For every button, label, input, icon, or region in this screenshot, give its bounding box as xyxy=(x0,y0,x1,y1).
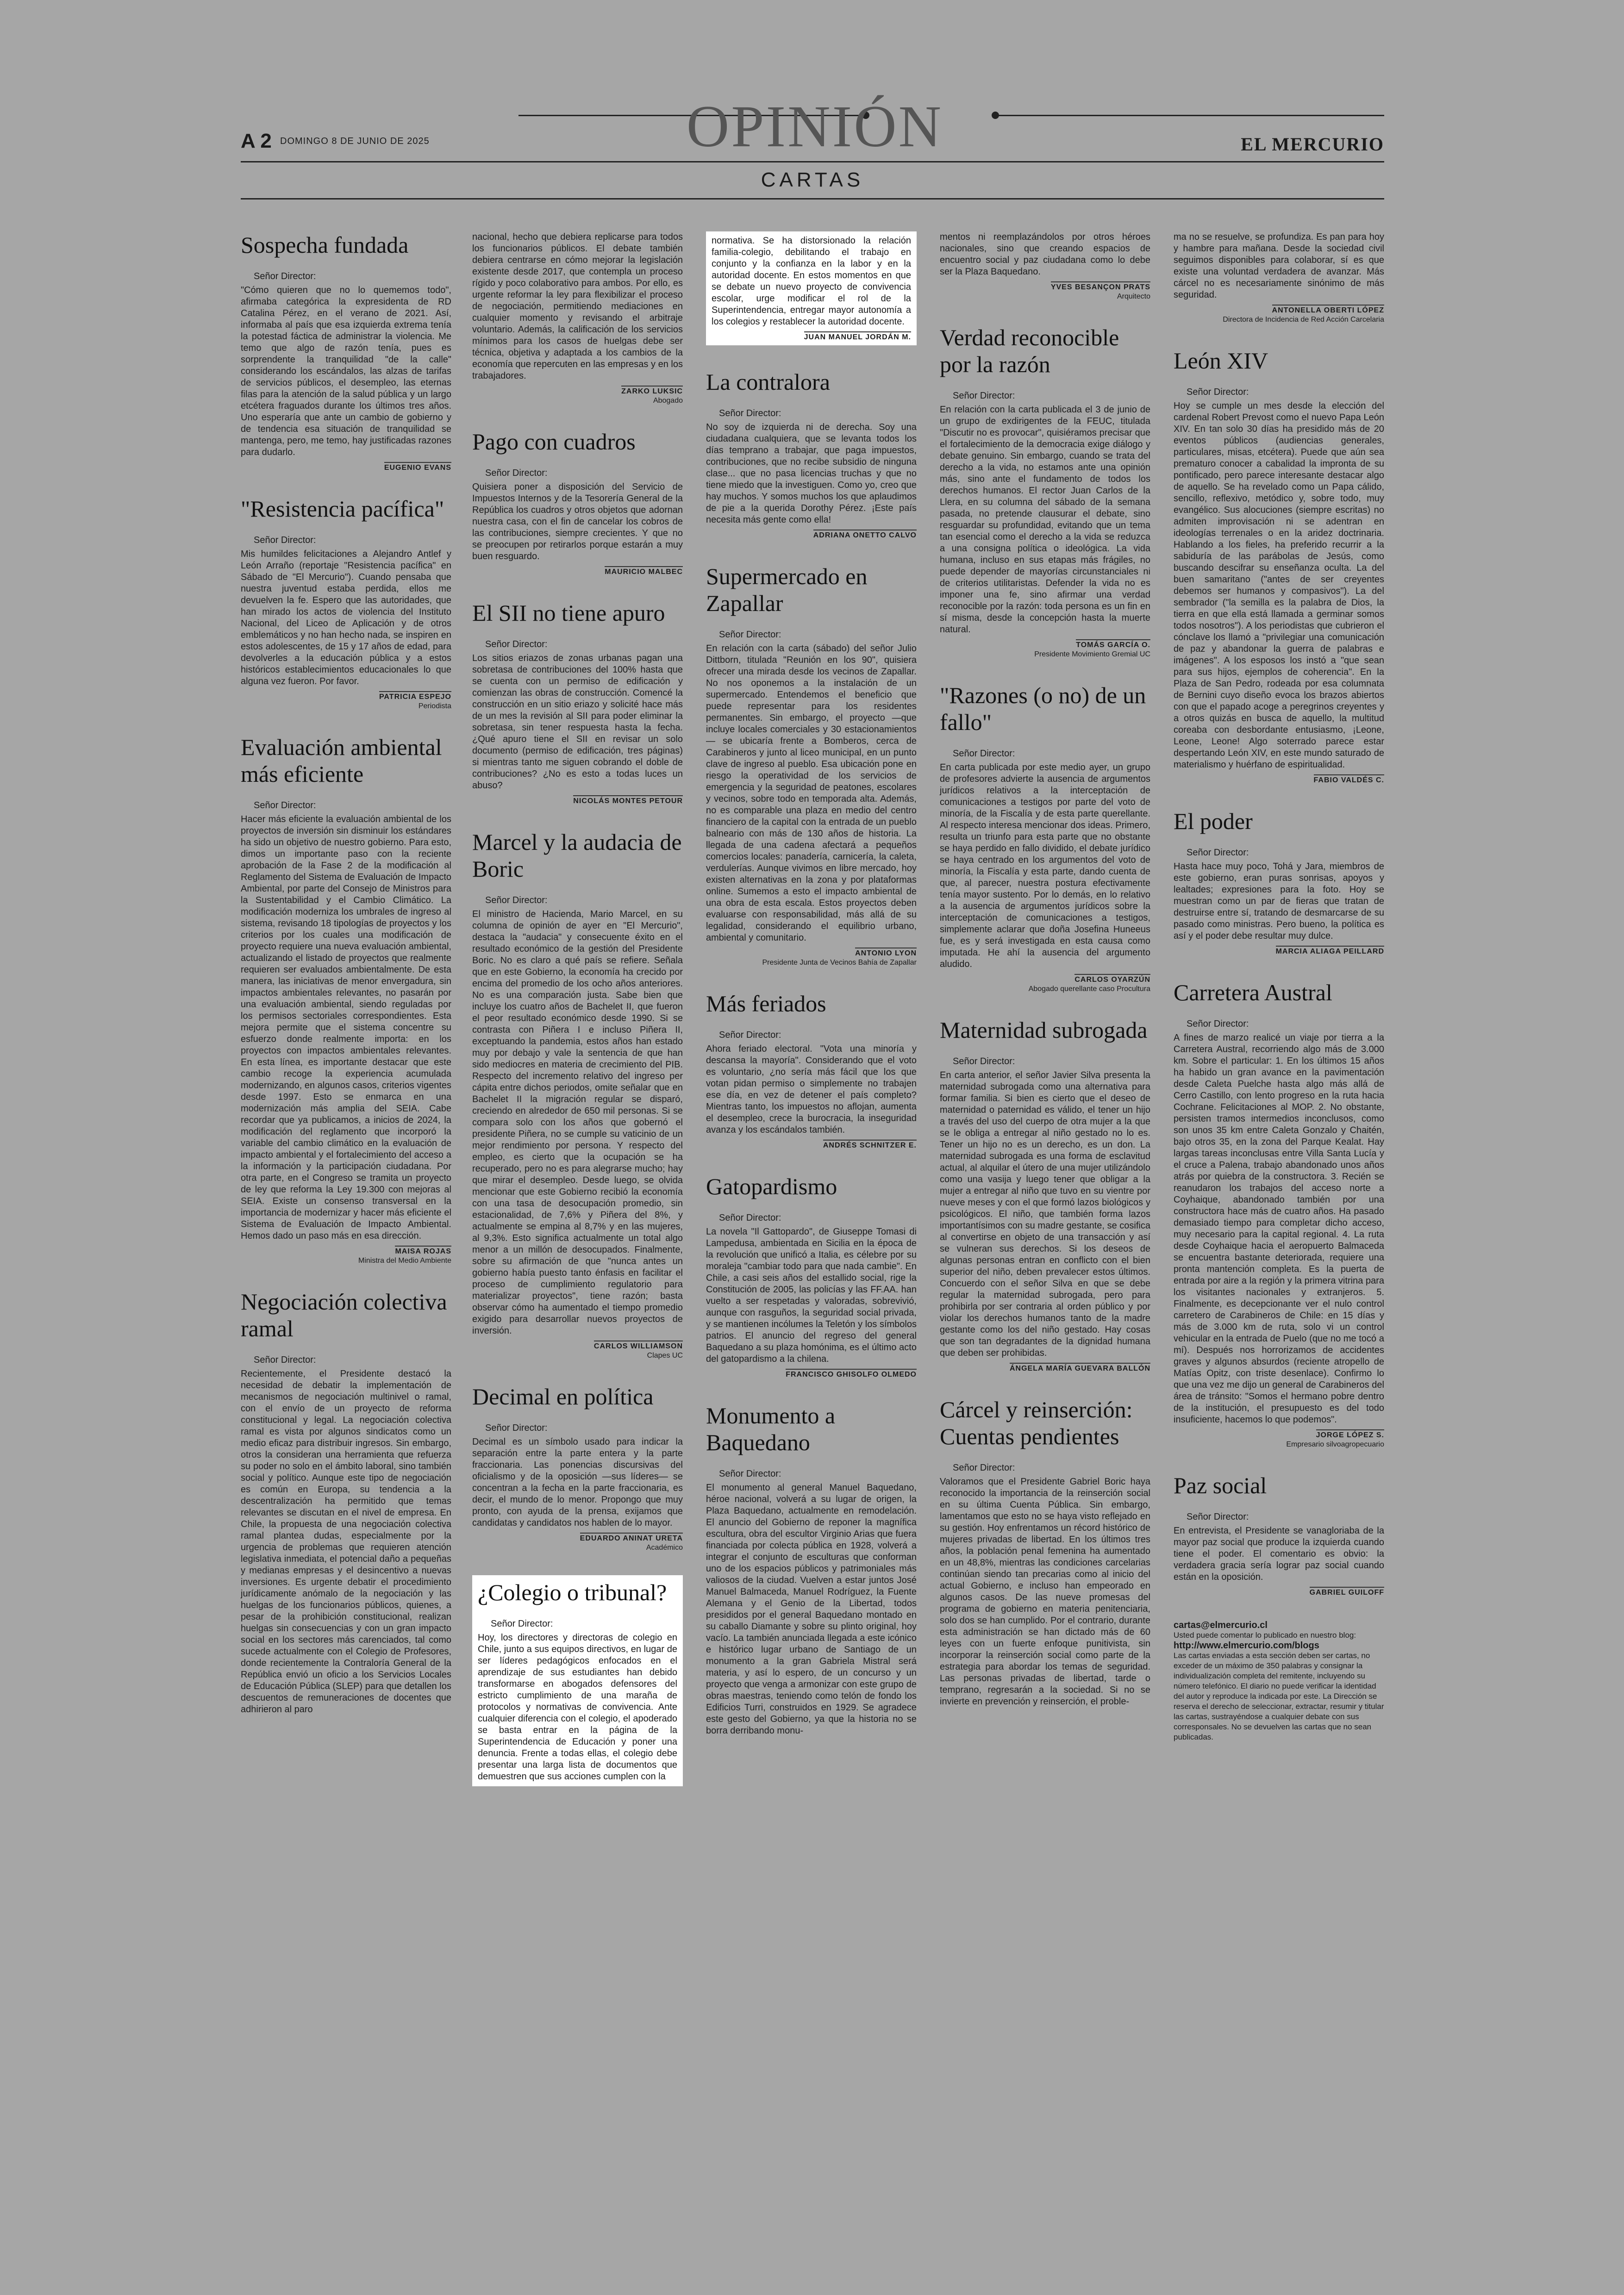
letter xyxy=(940,682,1150,993)
letter-salutation: Señor Director: xyxy=(485,639,548,649)
letter-salutation: Señor Director: xyxy=(719,1213,781,1223)
letter xyxy=(940,1017,1150,1373)
letter-author-role: Clapes UC xyxy=(647,1352,683,1360)
letter-salutation: Señor Director: xyxy=(719,408,781,418)
letter xyxy=(1174,979,1384,1449)
letter-title: Sospecha fundada xyxy=(241,232,409,258)
letter-salutation: Señor Director: xyxy=(485,1423,548,1433)
letter-salutation: Señor Director: xyxy=(953,748,1015,759)
letter-author-role: Arquitecto xyxy=(1117,293,1150,300)
letter-body: ma no se resuelve, se profundiza. Es pan para hoy y hambre para mañana. Desde la sociedad civil seguimos disponibles para colaborar, sí es que existe una voluntad verdadera de avanzar. Más cárcel no es necesariamente sinónimo de más seguridad. xyxy=(1174,232,1384,300)
letter xyxy=(472,1383,683,1552)
letter-author-role: Abogado querellante caso Procultura xyxy=(1028,985,1150,993)
letter-body: Hacer más eficiente la evaluación ambiental de los proyectos de inversión sin disminuir los estándares ha sido un objetivo de nuestro gobierno. Para esto, dimos un importante paso con la reciente aprobación de la Fase 2 de la modificación al Reglamento del Sistema de Evaluación de Impacto Ambiental, por parte del Consejo de Ministros para la Sustentabilidad y el Cambio Climático. La modificación moderniza los umbrales de ingreso al sistema, revisando 18 tipologías de proyectos y los criterios por los cuales una modificación de proyecto requiere una nueva evaluación ambiental, actualizando el listado de proyectos que realmente requieren ser evaluados ambientalmente. De esta manera, las iniciativas de menor envergadura, sin impactos ambientales relevantes, no pasarán por una evaluación ambiental, siendo reguladas por los permisos sectoriales correspondientes. Esta mejora permite que el sistema concentre su esfuerzo donde realmente importa: en los proyectos con impactos ambientales relevantes. En esta línea, es importante destacar que este cambio recoge la experiencia acumulada modernizando, en algunos casos, criterios vigentes desde 1997. Esto se enmarca en una modernización más amplia del SEIA. Cabe recordar que ya publicamos, a inicios de 2024, la modificación del reglamento que incorporó la variable del cambio climático en la evaluación de impacto ambiental y el fortalecimiento del acceso a la información y la participación ciudadana. Por otra parte, en el Congreso se tramita un proyecto de ley que reforma la Ley 19.300 con mejoras al SEIA. Existe un consenso transversal en la importancia de modernizar y hacer más eficiente el Sistema de Evaluación de Impacto Ambiental. Hemos dado un paso más en esa dirección. xyxy=(241,814,451,1241)
letter-body: "Cómo quieren que no lo quememos todo", afirmaba categórica la expresidenta de RD Catalina Pérez, en el verano de 2021. Así, informaba al país que esa izquierda extrema tenía la potestad fáctica de administrar la violencia. Me temo que algo de razón tenía, pues es sorprendente la tranquilidad "de la calle" considerando los escándalos, las alzas de tarifas de servicios públicos, el desempleo, las eternas filas para la atención de la salud pública y un largo etcétera fraguados durante los últimos tres años. Uno esperaría que ante un cambio de gobierno y de tendencia esa situación de tranquilidad se mantenga, pero, me temo, hay justificadas razones para dudarlo. xyxy=(241,285,451,457)
letter-author-role: Presidente Junta de Vecinos Bahía de Zapallar xyxy=(762,959,917,967)
letter xyxy=(241,1288,451,1715)
letter-author-role: Presidente Movimiento Gremial UC xyxy=(1034,650,1150,658)
letter xyxy=(706,990,917,1150)
letter-title: Marcel y la audacia de Boric xyxy=(472,829,682,882)
letter-title: Cárcel y reinserción: Cuentas pendientes xyxy=(940,1397,1133,1449)
letter-title: Gatopardismo xyxy=(706,1173,837,1199)
letter-body: No soy de izquierda ni de derecha. Soy una ciudadana cualquiera, que se levanta todos los días temprano a trabajar, que paga impuestos, contribuciones, que no recibe subsidio de ninguna clase... que no pasa licencias truchas y que no tiene miedo que la investiguen. Como yo, creo que hay muchos. Y somos muchos los que aplaudimos de pie a la querida Dorothy Pérez. ¡Este país necesita más gente como ella! xyxy=(706,422,917,525)
letter-title: Verdad reconocible por la razón xyxy=(940,324,1119,377)
page-header xyxy=(241,93,1384,208)
letter-author: EDUARDO ANINAT URETA xyxy=(580,1533,683,1542)
letter-title: Supermercado en Zapallar xyxy=(706,563,868,616)
subsection-rule-top xyxy=(241,161,1384,162)
letter xyxy=(1174,808,1384,956)
letter-salutation: Señor Director: xyxy=(1187,1019,1249,1029)
letter-author-role: Abogado xyxy=(653,397,683,405)
letter-author-role: Empresario silvoagropecuario xyxy=(1286,1441,1384,1448)
letter-title: "Razones (o no) de un fallo" xyxy=(940,682,1146,735)
section-title: OPINIÓN xyxy=(686,94,943,159)
letter-body: El monumento al general Manuel Baquedano, héroe nacional, volverá a su lugar de origen, la Plaza Baquedano, actualmente en remodelación. El anuncio del Gobierno de reponer la magnífica escultura, obra del escultor Virginio Arias que fuera financiada por colecta pública en 1928, volverá a integrar el conjunto de esculturas que conforman uno de los espacios públicos y patrimoniales más valiosos de la ciudad. Vuelven a estar juntos José Manuel Balmaceda, Manuel Rodríguez, la Fuente Alemana y el Genio de la Libertad, todos presididos por el general Baquedano montado en su caballo Diamante y sobre su plinto original, hoy vacío. La también anunciada llegada a este icónico e histórico lugar urbano de Santiago de un monumento a la gran Gabriela Mistral será materia, y así lo espero, de un concurso y un proyecto que venga a armonizar con este grupo de obras maestras, teniendo como telón de fondo los Edificios Turri, construidos en 1929. Se agradece este gesto del Gobierno, ya que la historia no se borra derribando monu- xyxy=(706,1483,917,1736)
letter xyxy=(472,428,683,576)
letter-author-role: Directora de Incidencia de Red Acción Carcelaria xyxy=(1223,316,1384,324)
letter-author: ZARKO LUKSIC xyxy=(621,386,683,395)
letter-author: ÁNGELA MARÍA GUEVARA BALLÓN xyxy=(1010,1363,1150,1372)
letter-author: ADRIANA ONETTO CALVO xyxy=(813,530,917,539)
letter-body: Hoy, los directores y directoras de colegio en Chile, junto a sus equipos directivos, en lugar de ser líderes pedagógicos enfocados en el aprendizaje de sus estudiantes han debido transformarse en abogados defensores del estricto cumplimiento de una maraña de protocolos y normativas de convivencia. Ante cualquier diferencia con el colegio, el apoderado se basta entrar en la página de la Superintendencia de Educación y poner una denuncia. Frente a todas ellas, el colegio debe presentar una larga lista de documentos que demuestren que sus acciones cumplen con la xyxy=(478,1633,677,1782)
issue-date: DOMINGO 8 DE JUNIO DE 2025 xyxy=(280,136,430,146)
letter-salutation: Señor Director: xyxy=(254,800,316,811)
letter xyxy=(940,324,1150,659)
letter-author: YVES BESANÇON PRATS xyxy=(1051,281,1150,291)
column-3 xyxy=(706,231,917,1760)
letter-body: Los sitios eriazos de zonas urbanas pagan una sobretasa de contribuciones del 100% hasta que se cuenta con un permiso de edificación y comienzan las obras de construcción. Comencé la construcción en un sitio eriazo y solicité hace más de un mes la revisión al SII para poder eliminar la sobretasa, sin tener respuesta hasta la fecha. ¿Qué apuro tiene el SII en revisar un solo documento (permiso de edificación, tres páginas) si mientras tanto me siguen cobrando el doble de contribuciones? ¿No es esto a todas luces un abuso? xyxy=(472,653,683,791)
letter-salutation: Señor Director: xyxy=(485,895,548,905)
letter xyxy=(241,734,451,1265)
letter-salutation: Señor Director: xyxy=(485,468,548,478)
contact-email[interactable]: cartas@elmercurio.cl xyxy=(1174,1620,1268,1630)
letter-body: Hoy se cumple un mes desde la elección del cardenal Robert Prevost como el nuevo Papa León XIV. En tan solo 30 días ha presidido más de 20 eventos públicos (audiencias generales, particulares, misas, etcétera). Puede que aún sea prematuro conocer a cabalidad la impronta de su pontificado, pero parece interesante destacar algo de aquello. Se ha revelado como un Papa cálido, sencillo, reflexivo, metódico y, sobre todo, muy evangélico. Sus alocuciones (siempre escritas) no admiten improvisación ni se adentran en ideologías terrenales o en la aridez doctrinaria. Hablando a los fieles, ha preferido recurrir a la sabiduría de las parábolas de Jesús, como buscando descifrar su enseñanza oculta. La del buen samaritano ("antes de ser creyentes debemos ser humanos y compasivos"). La del sembrador ("la semilla es la palabra de Dios, la tierra en que ella está llamada a germinar somos todos nosotros"). A los periodistas que cubrieron el cónclave los llamó a "privilegiar una comunicación de paz y abandonar la guerra de palabras e imágenes". A los esposos los instó a "que sean para sus hijos, ejemplos de coherencia". En la Plaza de San Pedro, rodeada por esa columnata de Bernini cuyo diseño evoca los brazos abiertos con que el papado acoge a peregrinos creyentes y a otros quizás en busca de aquello, la multitud coreaba con desbordante entusiasmo, ¡Leone, Leone, Leone! Algo soterrado parece estar despertando León XIV, en este mundo saturado de materialismo y huérfano de espiritualidad. xyxy=(1174,401,1384,770)
letter xyxy=(1174,231,1384,324)
letter-title: Negociación colectiva ramal xyxy=(241,1289,447,1341)
letter-body: El ministro de Hacienda, Mario Marcel, en su columna de opinión de ayer en "El Mercurio", destaca la "audacia" y consecuente éxito en el resultado económico de la gestión del Presidente Boric. No es claro a qué país se refiere. Señala que en este Gobierno, la economía ha crecido por encima del promedio de los ocho años anteriores. No es una comparación justa. Sabe bien que incluye los cuatro años de Bachelet II, que fueron el peor resultado económico desde 1990. Si se contrasta con Piñera I e incluso Piñera II, exceptuando la pandemia, estos años han estado muy por debajo y vale la sentencia de que han sido mediocres en materia de crecimiento del PIB. Respecto del incremento relativo del ingreso per cápita entre dichos periodos, omite señalar que en Bachelet II la migración regular se disparó, creciendo en alrededor de 650 mil personas. Si se compara solo con los años que gobernó el presidente Piñera, no se cumple su vaticinio de un mejor rendimiento por persona. Y respecto del empleo, es cierto que la ocupación se ha recuperado, pero no es para alegrarse mucho; hay que mirar el desempleo. Desde luego, se olvida mencionar que este Gobierno recibió la economía con una tasa de desocupación promedio, sin estacionalidad, de 7,6% y Piñera del 8%, y actualmente se empina al 8,7% y en las mujeres, al 9,3%. Esto significa actualmente un total algo menor a un millón de desocupados. Finalmente, sobre su afirmación de que "nunca antes un gobierno había puesto tanto énfasis en facilitar el proceso de cumplimiento regulatorio para materializar proyectos", tiene razón; basta observar cómo ha aumentado el tiempo promedio exigido para desarrollar nuevos proyectos de inversión. xyxy=(472,909,683,1336)
letter-salutation: Señor Director: xyxy=(719,1030,781,1040)
newspaper-brand: EL MERCURIO xyxy=(1241,134,1384,155)
letter-salutation: Señor Director: xyxy=(719,1469,781,1479)
blog-url[interactable]: http://www.elmercurio.com/blogs xyxy=(1174,1640,1319,1651)
letter-body: Mis humildes felicitaciones a Alejandro Antlef y León Arraño (reportaje "Resistencia pacífica" en Sábado de "El Mercurio"). Cuando pensaba que nuestra juventud estaba perdida, ellos me devuelven la fe. Espero que las autoridades, que han mirado los actos de violencia del Instituto Nacional, del Liceo de Aplicación y de otros emblemáticos y no han hecho nada, se inspiren en estos adolescentes, de 15 y 17 años de edad, para devolverles a la educación pública y a estos históricos establecimientos educacionales lo que alguna vez fueron. Por favor. xyxy=(241,549,451,686)
column-1 xyxy=(241,231,451,1739)
letter-author: JORGE LÓPEZ S. xyxy=(1316,1429,1384,1439)
letter-author: MAURICIO MALBEC xyxy=(605,566,683,576)
letter-title: Carretera Austral xyxy=(1174,979,1332,1005)
letter-body: Recientemente, el Presidente destacó la necesidad de debatir la implementación de mecanismos de negociación multinivel o ramal, con el envío de un proyecto de reforma constitucional y legal. La negociación colectiva ramal es vista por algunos sindicatos como un medio eficaz para distribuir ingresos. Sin embargo, otros la consideran una herramienta que refuerza su poder no solo en el ámbito laboral, sino también social y político. Aunque este tipo de negociación es común en Europa, su tendencia a la descentralización ha permitido que temas relevantes se discutan en el nivel de empresa. En Chile, la propuesta de una negociación colectiva ramal plantea dudas, especialmente por la urgencia de problemas que requieren atención legislativa inmediata, el potencial daño a pequeñas y medianas empresas y el desincentivo a nuevas inversiones. Es urgente debatir el procedimiento jurídicamente anómalo de la negociación y las huelgas de los funcionarios públicos, quienes, a pesar de la prohibición constitucional, realizan huelgas sin consecuencias y con un gran impacto social en los sectores más carenciados, tal como sucede actualmente con el Colegio de Profesores, donde recientemente la Contraloría General de la República envió un oficio a los Servicios Locales de Educación Pública (SLEP) para que detallen los descuentos de remuneraciones de docentes que adhirieron al paro xyxy=(241,1369,451,1715)
letter-author: FABIO VALDÉS C. xyxy=(1314,774,1385,784)
letter xyxy=(472,231,683,405)
submission-rules: Las cartas enviadas a esta sección deben ser cartas, no exceder de un máximo de 350 palabras y consignar la individualización completa del remitente, incluyendo su número telefónico. El diario no puede verificar la identidad del autor y reproduce la indicada por este. La Dirección se reserva el derecho de seleccionar, extractar, resumir y titular las cartas, sustrayéndose a cualquier debate con sus corresponsales. No se devuelven las cartas que no sean publicadas. xyxy=(1174,1651,1384,1741)
letter xyxy=(241,231,451,472)
letter-body: Ahora feriado electoral. "Vota una minoría y descansa la mayoría". Considerando que el voto es voluntario, ¿no sería más fácil que los que votan pidan permiso o simplemente no trabajen ese día, en vez de detener el país completo? Mientras tanto, los impuestos no aflojan, aumenta el desempleo, crece la burocracia, la inseguridad avanza y los escándalos también. xyxy=(706,1044,917,1135)
letter-salutation: Señor Director: xyxy=(1187,1512,1249,1522)
letter-title: El poder xyxy=(1174,808,1253,834)
letter-author: CARLOS WILLIAMSON xyxy=(594,1341,683,1350)
letter xyxy=(706,1173,917,1379)
subsection-title: CARTAS xyxy=(761,168,864,191)
letter-author-role: Periodista xyxy=(418,702,451,710)
letter-body: En relación con la carta publicada el 3 de junio de un grupo de exdirigentes de la FEUC, titulada "Discutir no es provocar", quisiéramos precisar que el fortalecimiento de la democracia exige diálogo y debate genuino. Sin embargo, cuando se trata del derecho a la vida, no estamos ante una opinión más, sino ante el fundamento de todos los derechos humanos. El rector Juan Carlos de la Llera, en su columna del sábado de la semana pasada, no pretende clausurar el debate, sino resguardar su profundidad, evitando que un tema tan esencial como el derecho a la vida se reduzca a una consigna política o ideológica. La vida humana, incluso en sus etapas más frágiles, no puede depender de mayorías circunstanciales ni de criterios utilitaristas. Defender la vida no es imponer una fe, sino afirmar una verdad reconocible por la razón: toda persona es un fin en sí misma, desde la concepción hasta la muerte natural. xyxy=(940,405,1150,635)
contact-footer xyxy=(1174,1620,1384,1742)
blog-text: Usted puede comentar lo publicado en nuestro blog: xyxy=(1174,1631,1356,1640)
letter xyxy=(1174,1472,1384,1597)
letter-author: ANTONIO LYON xyxy=(855,948,917,957)
letter-author-role: Académico xyxy=(646,1544,683,1552)
letter-author: NICOLÁS MONTES PETOUR xyxy=(573,795,683,805)
letter-body: En carta anterior, el señor Javier Silva presenta la maternidad subrogada como una alternativa para formar familia. Si bien es cierto que el deseo de maternidad o paternidad es válido, el tener un hijo a través del uso del cuerpo de otra mujer a la que se le obliga a entregar al niño gestado no lo es. Tener un hijo no es un derecho, es un don. La maternidad subrogada es una forma de esclavitud actual, al alquilar el útero de una mujer utilizándolo como una vasija y luego tener que obligar a la mujer a entregar al niño que tuvo en su vientre por nueve meses y con el que formó lazos biológicos y psicológicos. El niño, que también forma lazos importantísimos con su madre gestante, se cosifica al convertirse en objeto de una transacción y así se vulneran sus derechos. Si los deseos de algunas personas entran en conflicto con el bien superior del niño, deben prevalecer estos últimos. Concuerdo con el señor Silva en que se debe regular la maternidad subrogada, pero para prohibirla por ser contraria al orden público y por violar los derechos humanos tanto de la madre gestante como los del niño gestado. Hay cosas que son tan degradantes de la dignidad humana que deben ser prohibidas. xyxy=(940,1070,1150,1358)
letter-salutation: Señor Director: xyxy=(1187,387,1249,397)
letter-author: FRANCISCO GHISOLFO OLMEDO xyxy=(786,1369,917,1378)
letter-body: mentos ni reemplazándolos por otros héroes nacionales, sino que creando espacios de encuentro social y paz ciudadana como lo debe ser la Plaza Baquedano. xyxy=(940,232,1150,277)
letter-body: Decimal es un símbolo usado para indicar la separación entre la parte entera y la parte fraccionaria. Las ponencias discursivas del oficialismo y de la oposición —sus líderes— se concentran a la fecha en la parte fraccionaria, es decir, el mundo de lo menor. Propongo que muy pronto, con ayuda de la prensa, exijamos que candidatas y candidatos nos hablen de lo mayor. xyxy=(472,1437,683,1528)
letter-body: Valoramos que el Presidente Gabriel Boric haya reconocido la importancia de la reinserción social en su última Cuenta Pública. Sin embargo, lamentamos que esto no se haya visto reflejado en su gestión. Hoy enfrentamos un récord histórico de mujeres privadas de libertad. En los últimos tres años, la población penal femenina ha aumentado en un 48,8%, mientras las condiciones carcelarias continúan siendo tan precarias como al inicio del actual Gobierno, e incluso han empeorado en algunos casos. De las nueve promesas del programa de gobierno en materia penitenciaria, solo dos se han cumplido. Por el contrario, durante esta administración se han dictado más de 60 leyes con un fuerte enfoque punitivista, sin incorporar la reinserción social como parte de la estrategia para abordar los temas de seguridad. Las personas privadas de libertad, tarde o temprano, regresarán a la sociedad. Si no se invierte en prevención y reinserción, el proble- xyxy=(940,1477,1150,1707)
letter-title: ¿Colegio o tribunal? xyxy=(478,1579,667,1605)
letter-author: JUAN MANUEL JORDÁN M. xyxy=(804,331,911,341)
column-4 xyxy=(940,231,1150,1731)
letter-title: León XIV xyxy=(1174,348,1268,374)
letter xyxy=(472,829,683,1360)
letter xyxy=(706,231,917,345)
page-number: A 2 xyxy=(241,130,272,152)
letter-author: TOMÁS GARCÍA O. xyxy=(1076,639,1150,649)
letter-salutation: Señor Director: xyxy=(254,1355,316,1365)
letter xyxy=(241,495,451,711)
letter xyxy=(1174,347,1384,785)
letter xyxy=(706,563,917,967)
letter-salutation: Señor Director: xyxy=(491,1619,553,1629)
letter xyxy=(706,368,917,540)
letter xyxy=(472,599,683,805)
column-5 xyxy=(1174,231,1384,1742)
letter xyxy=(472,1575,683,1786)
letter-author: MARCIA ALIAGA PEILLARD xyxy=(1276,946,1384,955)
column-2 xyxy=(472,231,683,1809)
letter-title: Decimal en política xyxy=(472,1384,654,1409)
subsection-rule-bottom xyxy=(241,198,1384,200)
letter-body: Quisiera poner a disposición del Servicio de Impuestos Internos y de la Tesorería General de la República los cuadros y otros objetos que adornan nuestra casa, con el fin de cancelar los cobros de las contribuciones, siempre crecientes. Y que no se preocupen por retirarlos porque estarán a muy buen resguardo. xyxy=(472,482,683,561)
letter-body: normativa. Se ha distorsionado la relación familia-colegio, debilitando el trabajo en conjunto y la confianza en la labor y en la autoridad docente. En estos momentos en que se debate un nuevo proyecto de convivencia escolar, urge modificar el rol de la Superintendencia, entregar mayor autonomía a los colegios y restablecer la autoridad docente. xyxy=(712,236,911,327)
letter-author: MAISA ROJAS xyxy=(395,1246,451,1255)
letter-author: ANTONELLA OBERTI LÓPEZ xyxy=(1272,305,1384,314)
letter-title: Evaluación ambiental más eficiente xyxy=(241,734,442,787)
letter-title: Más feriados xyxy=(706,991,826,1017)
letter-body: nacional, hecho que debiera replicarse para todos los funcionarios públicos. El debate también debiera centrarse en cómo mejorar la legislación existente desde 2017, que contempla un proceso rígido y poco colaborativo para ambos. Por ello, es urgente reformar la ley para flexibilizar el proceso de negociación, permitiendo mediaciones en cualquier momento y revisando el arbitraje voluntario. Además, la calificación de los servicios mínimos para los casos de huelgas debe ser técnica, objetiva y adaptada a los cambios de la economía que repercuten en las empresas y en los trabajadores. xyxy=(472,232,683,381)
letter-author: EUGENIO EVANS xyxy=(384,462,451,472)
letter xyxy=(940,1396,1150,1708)
letter-body: En entrevista, el Presidente se vanagloriaba de la mayor paz social que produce la izquierda cuando tiene el poder. El comentario es obvio: la verdadera gracia sería lograr paz social cuando están en la oposición. xyxy=(1174,1526,1384,1582)
letter-title: Maternidad subrogada xyxy=(940,1017,1148,1043)
letter-salutation: Señor Director: xyxy=(953,391,1015,401)
letter-author: PATRICIA ESPEJO xyxy=(379,691,451,701)
letter-salutation: Señor Director: xyxy=(953,1056,1015,1066)
letter-salutation: Señor Director: xyxy=(719,630,781,640)
letter-title: "Resistencia pacífica" xyxy=(241,496,444,522)
letter-body: La novela "Il Gattopardo", de Giuseppe Tomasi di Lampedusa, ambientada en Sicilia en la época de la revolución que unificó a Italia, es célebre por su moraleja "cambiar todo para que nada cambie". En Chile, a casi seis años del estallido social, rige la Constitución de 2005, las policías y las FF.AA. han vuelto a ser respetadas y valoradas, sobrevivió, aunque con rasguños, la seguridad social privada, y se mantienen incólumes la Teletón y los símbolos patrios. El anuncio del regreso del general Baquedano a su plaza homónima, es el último acto del gatopardismo a la chilena. xyxy=(706,1227,917,1364)
letter-salutation: Señor Director: xyxy=(254,271,316,281)
letter-title: La contralora xyxy=(706,369,830,395)
letter-title: El SII no tiene apuro xyxy=(472,600,665,626)
letter-author: GABRIEL GUILOFF xyxy=(1310,1587,1384,1597)
letter-title: Paz social xyxy=(1174,1472,1267,1498)
letter-author-role: Ministra del Medio Ambiente xyxy=(358,1257,451,1265)
letter-title: Monumento a Baquedano xyxy=(706,1403,836,1455)
letter-salutation: Señor Director: xyxy=(254,535,316,545)
letter-body: A fines de marzo realicé un viaje por tierra a la Carretera Austral, recorriendo algo más de 3.000 km. Sobre el particular: 1. En los últimos 15 años ha habido un gran avance en la pavimentación desde Caleta Puelche hasta algo más allá de Cerro Castillo, con lento progreso en la ruta hacia Cochrane. Felicitaciones al MOP. 2. No obstante, persisten tramos intermedios inconclusos, como son unos 35 km entre Caleta Gonzalo y Chaitén, bajo otros 35, en la zona del Parque Kealat. Hay largas tareas inconclusas entre Villa Santa Lucía y el cruce a Palena, trabajo abandonado unos años atrás por quiebra de la constructora. 3. Recién se reanudaron los trabajos del acceso norte a Coyhaique, abandonado también por una constructora hace más de cuatro años. Ha pasado demasiado tiempo para completar dicho acceso, muy necesario para la capital regional. 4. La ruta desde Coyhaique hacia el aeropuerto Balmaceda se encuentra bastante deteriorada, requiere una pronta mantención completa. Es la puerta de entrada por aire a la región y la primera vitrina para los visitantes nacionales y extranjeros. 5. Finalmente, es decepcionante ver el nulo control carretero de Carabineros de Chile: en 15 días y más de 3.000 km de ruta, solo vi un control vehicular en la entrada de Puelo (que no me tocó a mí). Después nos horrorizamos de accidentes graves y algunos absurdos (reciente atropello de Matías Opitz, con triste desenlace). Confirmo lo que una vez me dijo un general de Carabineros del área de tránsito: "Somos el hermano pobre dentro de la institución, el presupuesto es del todo insuficiente, hacemos lo que podemos". xyxy=(1174,1033,1384,1425)
letter-title: Pago con cuadros xyxy=(472,429,636,455)
letter-salutation: Señor Director: xyxy=(1187,848,1249,858)
header-rule-right xyxy=(995,115,1384,116)
letter xyxy=(706,1402,917,1737)
letter-author: CARLOS OYARZÚN xyxy=(1074,974,1150,984)
letter xyxy=(940,231,1150,301)
letter-salutation: Señor Director: xyxy=(953,1463,1015,1473)
letter-body: En relación con la carta (sábado) del señor Julio Dittborn, titulada "Reunión en los 90", quisiera ofrecer una mirada desde los vecinos de Zapallar. No nos oponemos a la instalación de un supermercado. Entendemos el beneficio que puede representar para los residentes permanentes. Sin embargo, el proyecto —que incluye locales comerciales y 30 estacionamientos— se ubicaría frente a Bomberos, cerca de Carabineros y junto al liceo municipal, en un punto clave de ingreso al pueblo. Esa ubicación pone en riesgo la operatividad de los servicios de emergencia y la seguridad de peatones, escolares y vecinos, sobre todo en temporada alta. Además, no es comparable una plaza en medio del centro financiero de la capital con la entrada de un pueblo balneario con más de 130 años de historia. La llegada de una cadena afectará a pequeños comercios locales: panadería, carnicería, la caleta, verdulerías. Aunque vivimos en libre mercado, hoy existen alternativas en la zona y por plataformas online. Sumemos a esto el impacto ambiental de una obra de esta escala. Estos proyectos deben evaluarse con responsabilidad, más allá de su legalidad, considerando el equilibrio urbano, ambiental y comunitario. xyxy=(706,643,917,943)
letter-body: Hasta hace muy poco, Tohá y Jara, miembros de este gobierno, eran puras sonrisas, apoyos y lealtades; expresiones para la foto. Hoy se muestran como un par de fieras que tratan de destruirse entre sí, tratando de desmarcarse de su pasado como ministras. Pero bueno, la política es así y el poder debe resultar muy dulce. xyxy=(1174,861,1384,941)
letter-body: En carta publicada por este medio ayer, un grupo de profesores advierte la ausencia de argumentos jurídicos relativos a la interceptación de comunicaciones a testigos por parte del voto de minoría, de la Fiscalía y de esta parte querellante. Al respecto interesa mencionar dos ideas. Primero, resulta un triunfo para esta parte que no obstante se haya perdido en fallo dividido, el debate jurídico se haya centrado en los argumentos del voto de minoría, la Fiscalía y esta parte, dando cuenta de que, al parecer, nuestra postura efectivamente tenía mayor sustento. Por lo demás, en lo relativo a la ausencia de argumentos jurídicos sobre la interceptación de comunicaciones a testigos, simplemente aclarar que doña Josefina Huneeus fue, es y será investigada en esta causa como imputada. He ahí la ausencia del argumento aludido. xyxy=(940,762,1150,969)
letter-author: ANDRÉS SCHNITZER E. xyxy=(823,1140,917,1149)
